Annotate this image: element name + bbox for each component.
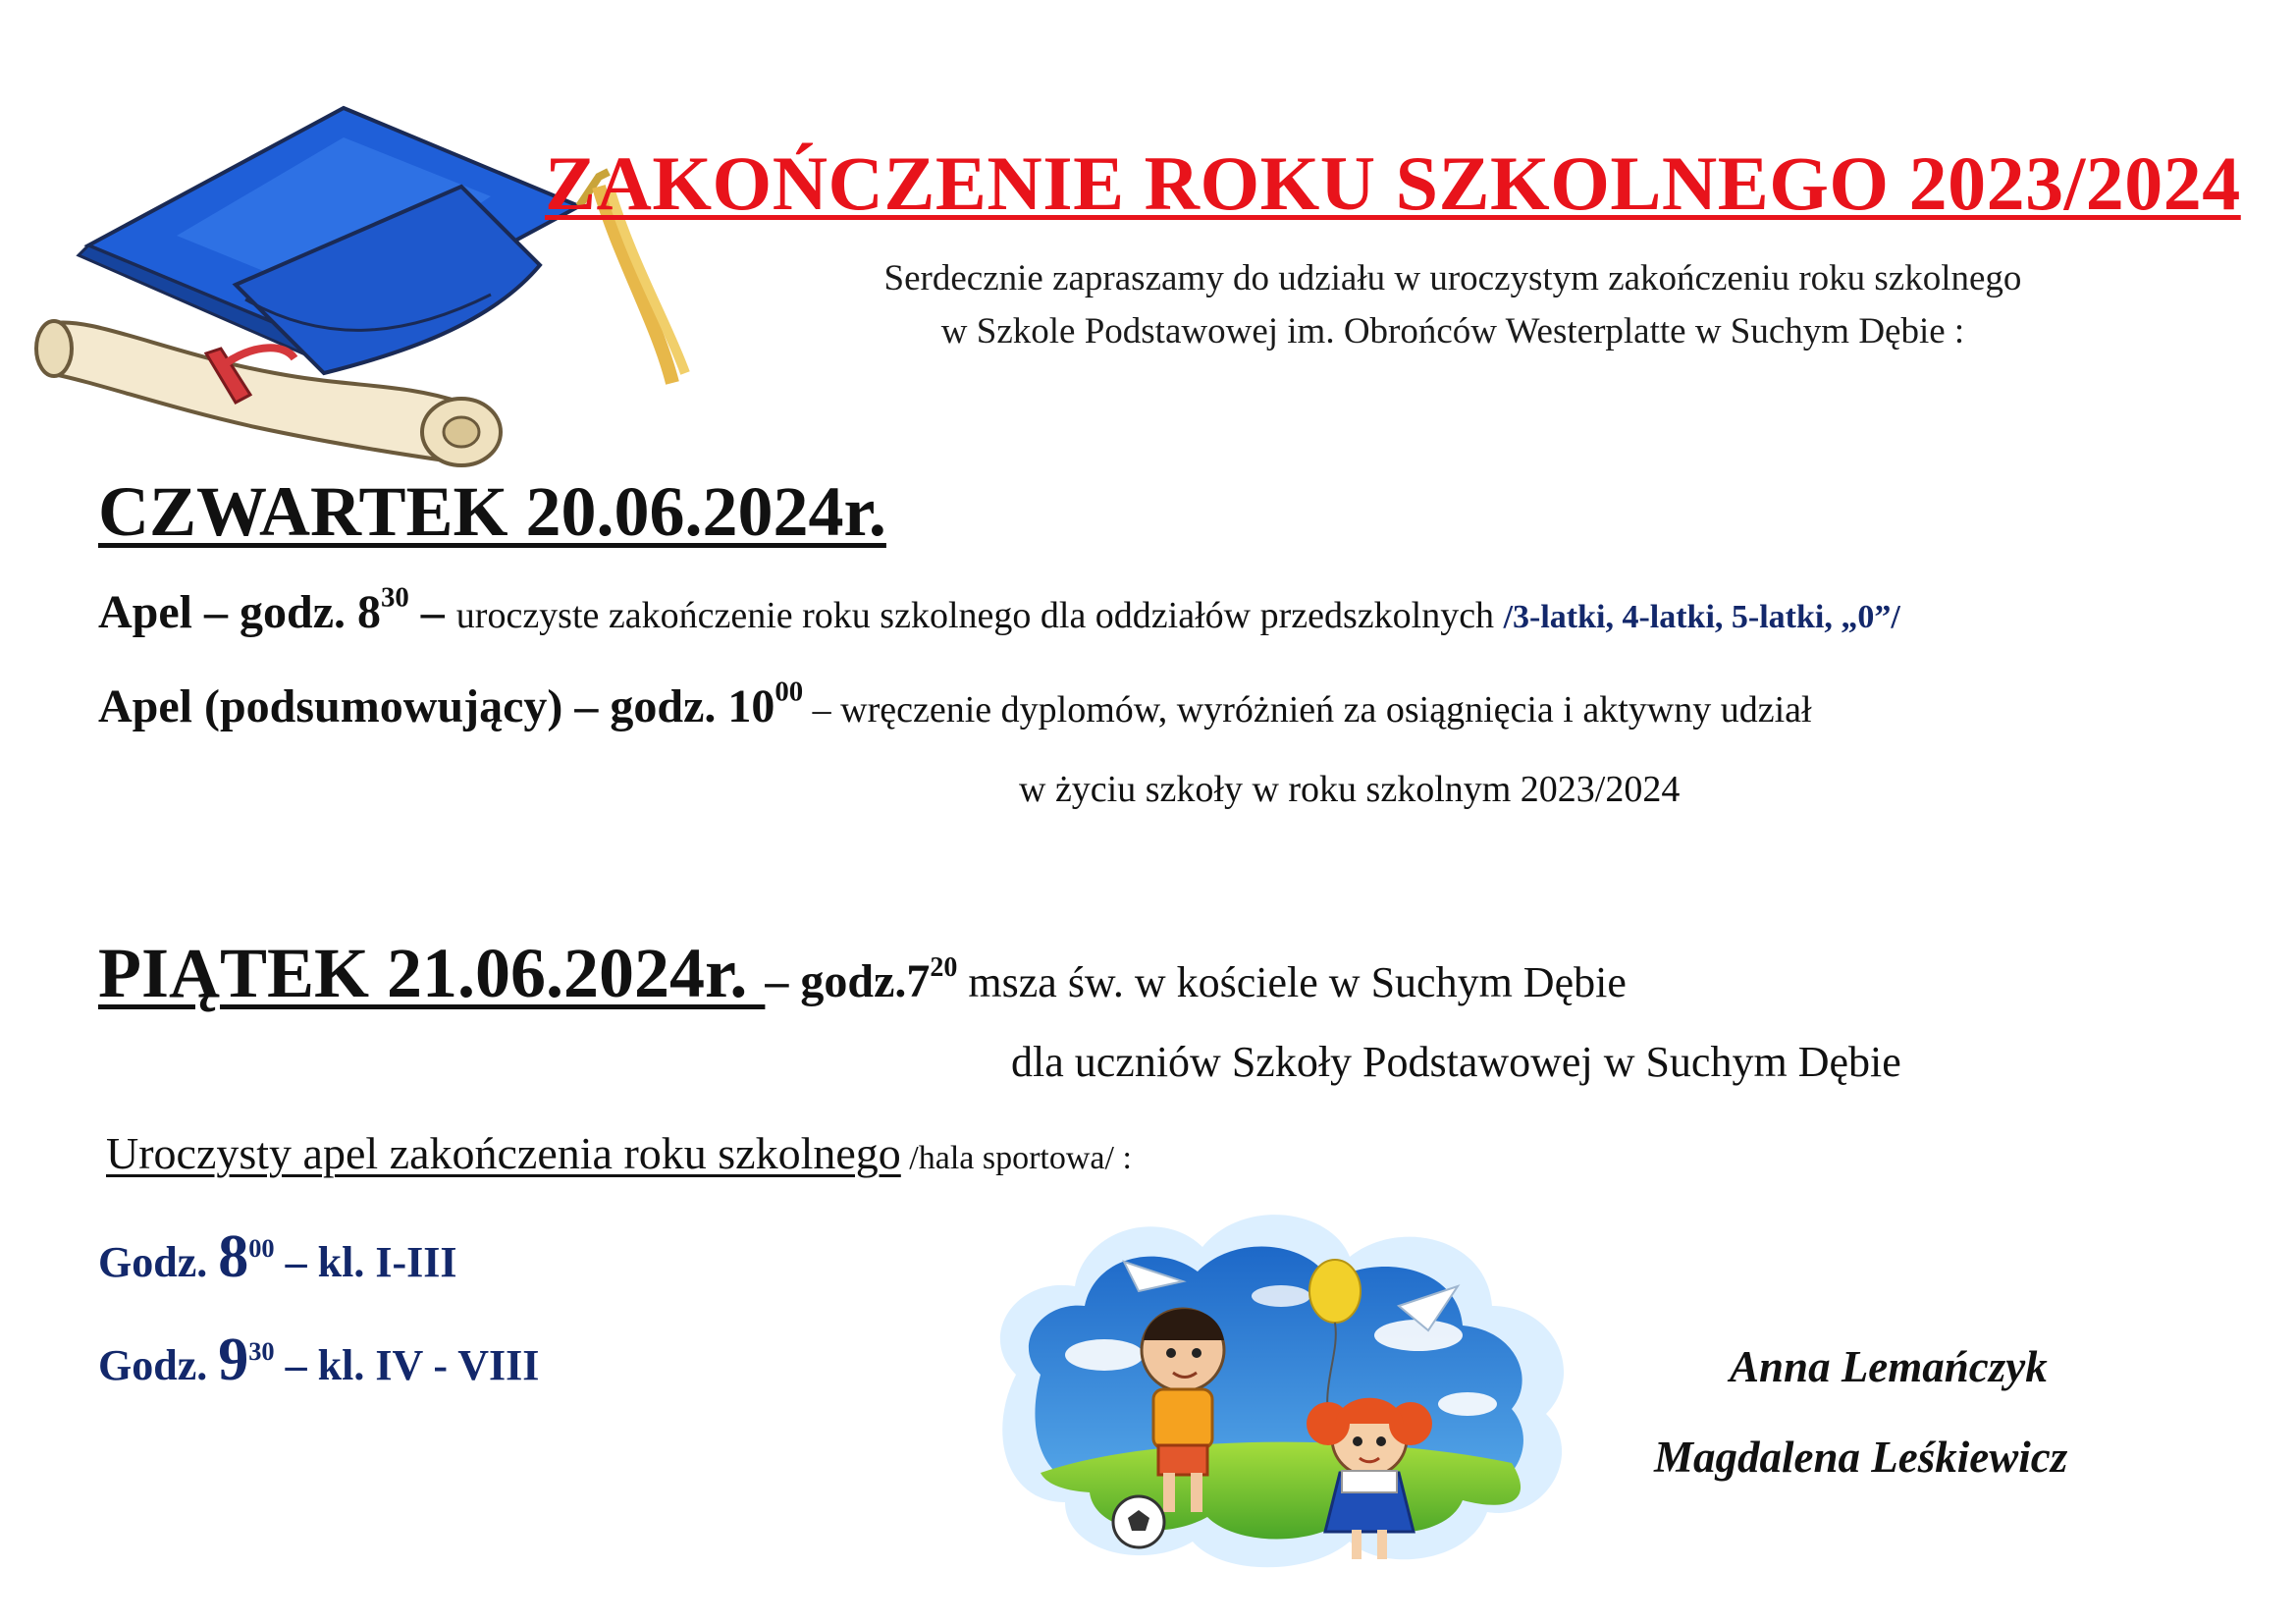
event-1-time-sup: 30 [381,581,409,614]
friday-desc: msza św. w kościele w Suchym Dębie [957,958,1627,1006]
page-title: ZAKOŃCZENIE ROKU SZKOLNEGO 2023/2024 [545,140,2241,226]
slot-2-sup: 30 [248,1336,275,1367]
assembly-label: Uroczysty apel zakończenia roku szkolnego [106,1128,901,1178]
kids-illustration [957,1188,1625,1581]
slot-1-classes: – kl. I-III [274,1238,457,1286]
friday-line [98,933,1627,1014]
event-2-desc: – wręczenie dyplomów, wyróżnień za osiągnięcia i aktywny udział [803,689,1812,731]
thursday-heading: CZWARTEK 20.06.2024r. [98,472,886,551]
event-1-desc: uroczyste zakończenie roku szkolnego dla oddziałów przedszkolnych [455,595,1504,636]
thursday-event-1 [98,581,1900,639]
slot-2-hour: 9 [218,1326,249,1393]
event-1-groups: /3-latki, 4-latki, 5-latki, „0”/ [1503,599,1900,635]
signature-2: Magdalena Leśkiewicz [1654,1433,2068,1482]
invitation-line-2: w Szkole Podstawowej im. Obrońców Westerplatte w Suchym Dębie : [940,311,1965,352]
friday-dash: – [765,955,801,1007]
invitation-line-1: Serdecznie zapraszamy do udziału w uroczystym zakończeniu roku szkolnego [883,258,2022,298]
event-2-time-sup: 00 [774,676,804,708]
event-2-label: Apel (podsumowujący) – godz. 10 [98,680,775,732]
slot-2-classes: – kl. IV - VIII [274,1341,540,1389]
thursday-event-2 [98,676,1812,733]
friday-heading: PIĄTEK 21.06.2024r. [98,934,766,1012]
slot-1-prefix: Godz. [98,1238,219,1286]
assembly-line [106,1127,1132,1179]
signature-1: Anna Lemańczyk [1730,1342,2048,1391]
friday-time-sup: 20 [930,952,958,983]
assembly-place: /hala sportowa/ : [900,1140,1132,1176]
slot-2 [98,1326,539,1395]
event-1-label: Apel – godz. 8 [98,586,381,638]
diploma-scroll-icon [29,304,501,481]
event-2-desc-cont: w życiu szkoły w roku szkolnym 2023/2024 [1019,769,1681,810]
friday-time: godz.7 [800,955,931,1007]
slot-1-sup: 00 [248,1233,275,1264]
slot-1-hour: 8 [218,1223,249,1290]
friday-desc-cont: dla uczniów Szkoły Podstawowej w Suchym Dębie [1011,1038,1901,1086]
slot-2-prefix: Godz. [98,1341,219,1389]
event-1-dash: – [408,586,456,638]
slot-1 [98,1222,456,1292]
